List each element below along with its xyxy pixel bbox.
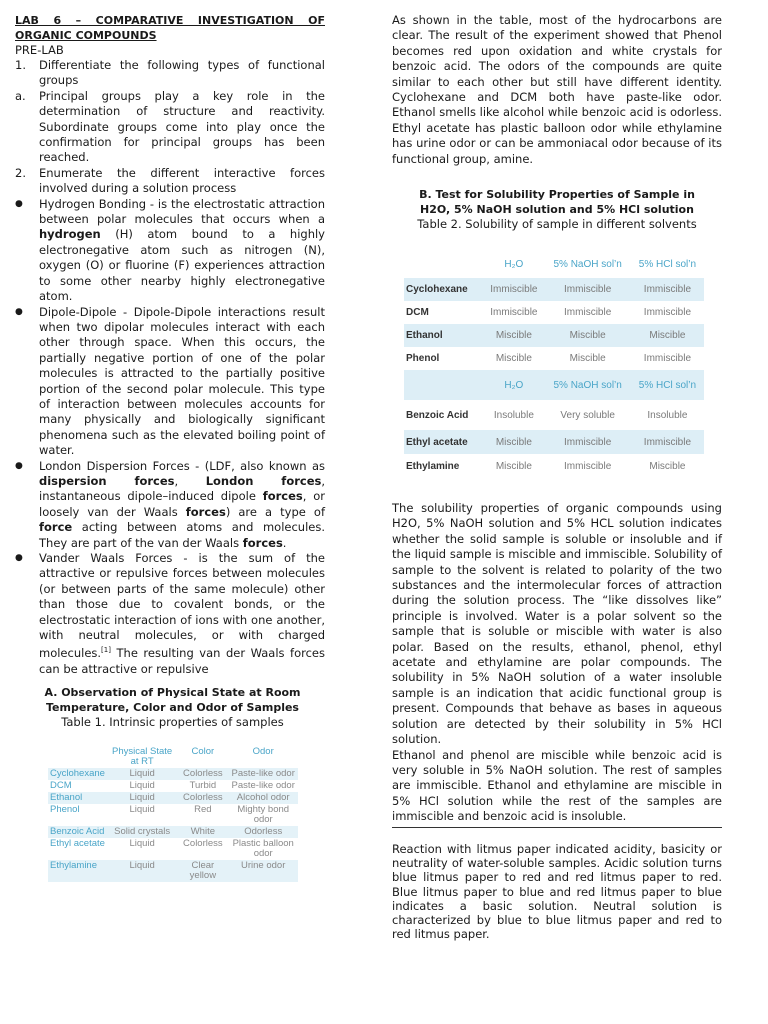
table-cell: Immiscible [643,436,692,448]
table-cell: Ethylamine [50,860,97,871]
table-cell: Clear yellow [189,860,217,881]
bullet-dipole-dipole [15,305,325,459]
bullet-hydrogen-bonding [15,197,325,305]
bold-run: hydrogen [39,227,101,242]
table-row [48,768,298,780]
text-run: Hydrogen Bonding - is the electrostatic attraction between polar molecules that occurs when a [39,196,325,227]
forces-list [15,197,325,677]
table-header: Physical State at RT [112,746,173,767]
table-header [404,250,483,278]
list-item [15,89,325,166]
table-cell: Odorless [244,826,283,837]
table-cell: Immiscible [643,307,692,318]
table-cell: Immiscible [564,436,612,448]
table-header: H₂O [504,379,524,391]
table-row [48,860,298,882]
bold-run: London forces [205,473,322,488]
table-cell: Miscible [569,353,606,364]
text-run: . [282,535,287,550]
table-cell: Liquid [129,860,155,871]
table-cell: Insoluble [647,409,688,421]
table-cell: Cyclohexane [50,768,105,779]
table-cell: Liquid [129,780,155,791]
bullet-van-der-waals [15,551,325,677]
table1-caption: Table 1. Intrinsic properties of samples [61,715,284,729]
left-column [15,0,325,677]
bold-run: forces [185,504,226,519]
document-title: LAB 6 – COMPARATIVE INVESTIGATION OF ORGANIC COMPOUNDS [15,14,325,42]
table-header: 5% HCl sol’n [638,379,697,391]
right-column [392,13,722,232]
text-run: Vander Waals Forces - is the sum of the attractive or repulsive forces between molecules (or between parts of the same molecule) other than those due to covalent bonds, or the electrostatic interaction of ions with one another, with neutral molecules, or with charged molecules. [39,551,325,661]
table-row [48,804,298,826]
bullet-text: Dipole-Dipole - Dipole-Dipole interactions result when two dipolar molecules interact with each other through space. When this occurs, the partially negative portion of one of the polar molecules is attracted to the partially positive portion of the second polar molecule. This type of interaction between molecules accounts for many physically and biologically significant phenomena such as the elevated boiling point of water. [39,304,325,458]
bullet-london-dispersion [15,459,325,551]
list-item-text: Principal groups play a key role in the determination of structure and reactivity. Subordinate groups come into play once the confirmation for principal groups has been reached. [39,88,325,165]
table-cell: Immiscible [643,353,692,364]
section-a-title: A. Observation of Physical State at Room Temperature, Color and Odor of Samples [44,686,301,714]
table-cell: Liquid [129,838,155,849]
table-cell: Solid crystals [114,826,171,837]
table-cell: Liquid [129,804,155,815]
table-cell: Miscible [649,460,686,472]
bold-run: force [39,520,73,535]
table-cell: Colorless [183,768,223,779]
table-cell: Immiscible [564,460,612,472]
table-cell: Benzoic Acid [406,409,469,421]
table-cell: Miscible [495,460,532,472]
bold-run: dispersion forces [39,473,175,488]
table-row [48,838,298,860]
table-row [404,278,704,301]
table-cell: Very soluble [560,409,615,421]
list-item-text: Enumerate the different interactive forces involved during a solution process [39,165,325,196]
table-cell: Urine odor [241,860,286,871]
text-run: (H) atom bound to a highly electronegative atom such as nitrogen (N), oxygen (O) or fluorine (F) experiences attraction to some other nearby highly electronegative atom. [39,227,325,304]
text-run: London Dispersion Forces - (LDF, also known as [39,458,325,473]
table-cell: Ethylamine [406,460,460,472]
table-header: 5% HCl sol’n [638,258,697,270]
table-row [404,347,704,370]
table-intrinsic-properties [48,746,298,882]
table-cell: Colorless [183,792,223,803]
table-cell: Colorless [183,838,223,849]
text-run: , instantaneous dipole–induced dipole [39,473,326,504]
table-header: 5% NaOH sol’n [553,258,622,270]
table-cell: Miscible [649,330,686,341]
bullet-icon: ● [15,460,23,471]
table-header-row [404,250,704,278]
solubility-summary-paragraph: Ethanol and phenol are miscible while benzoic acid is very soluble in 5% NaOH solution. The rest of samples are immiscible. Ethanol and ethylamine are miscible in 5% HCl solution while the rest of the samples are immiscible and benzoic acid is insoluble. [392,747,722,824]
table-cell: Liquid [129,792,155,803]
table-header: Odor [252,746,274,757]
table-cell: Immiscible [490,307,538,318]
section-a [40,685,305,730]
citation-ref[interactable]: [1] [101,646,111,655]
text-run: , [174,473,206,488]
table-row [404,430,704,454]
bullet-icon: ● [15,198,23,209]
table-cell: Mighty bond odor [237,804,290,825]
table-cell: Miscible [495,436,532,448]
table-cell: Phenol [50,804,80,815]
list-item [15,58,325,89]
text-run: ) are a type of [225,504,325,519]
table-row [404,324,704,347]
table-cell: Immiscible [564,307,612,318]
solubility-paragraph: The solubility properties of organic compounds using H2O, 5% NaOH solution and 5% HCL solution indicates whether the solid sample is soluble or insoluble and if the liquid sample is miscible and immiscible. Solubility of sample to the solvent is related to polarity of the two substances and the intermolecular forces of attraction during the solution process. The “like dissolves like” principle is involved. Water is a polar solvent so the sample that is soluble or miscible with water is also polar. Based on the results, ethanol, phenol, ethyl acetate and ethylamine are polar compounds. The solubility in 5% NaOH solution of a water insoluble sample is an indication that acidic functional group is present. Compounds that behave as bases in aqueous solution are detected by their solubility in 5% HCl solution. [392,501,722,747]
table-cell: Turbid [189,780,217,791]
table-cell: Paste-like odor [231,780,295,791]
table-row [48,780,298,792]
bullet-icon: ● [15,553,23,563]
table-row [404,454,704,478]
list-marker: a. [15,88,26,103]
table-cell: Ethanol [406,330,443,341]
table-cell: Phenol [406,353,440,364]
table-row [48,826,298,838]
table-row [404,400,704,430]
table-cell: Plastic balloon odor [232,838,294,859]
intro-paragraph: As shown in the table, most of the hydrocarbons are clear. The result of the experiment showed that Phenol becomes red upon oxidation and white crystals for benzoic acid. The odors of the compounds are quite similar to each other but still have different identity. Cyclohexane and DCM both have paste-like odor. Ethanol smells like alcohol while benzoic acid is odorless. Ethyl acetate has plastic balloon odor while ethylamine has urine odor or can be ammoniacal odor because of its functional group, amine. [392,13,722,166]
table-cell: Alcohol odor [236,792,290,803]
list-marker: 1. [15,58,26,72]
bold-run: forces [262,489,303,504]
litmus-block [392,842,722,941]
table-cell: Paste-like odor [231,768,295,779]
table-cell: White [190,826,215,837]
table-cell: Benzoic Acid [50,826,105,837]
table-solubility [404,250,704,478]
text-run: The resulting van der Waals forces can be attractive or repulsive [39,646,325,676]
table-cell: Immiscible [564,284,612,295]
table-cell: DCM [50,780,72,791]
table-row [48,792,298,804]
table-row [404,301,704,324]
table-header: H₂O [504,258,524,270]
section-b [407,187,707,232]
table-cell: Ethyl acetate [406,436,468,448]
table-cell: Red [194,804,212,815]
table-cell: Miscible [569,330,606,341]
table-header-row [48,746,298,768]
table-cell: Cyclohexane [406,284,468,295]
table-header: 5% NaOH sol’n [553,379,622,391]
table-header [404,370,483,400]
table2-caption: Table 2. Solubility of sample in different solvents [417,217,697,232]
list-item [15,166,325,197]
table-cell: Liquid [129,768,155,779]
table-cell: Ethyl acetate [50,838,105,849]
table-cell: Immiscible [643,284,692,295]
discussion-block [392,501,722,825]
list-item-text: Differentiate the following types of functional groups [39,58,325,88]
section-b-title: B. Test for Solubility Properties of Sample in H2O, 5% NaOH solution and 5% HCl solution [419,188,695,217]
table-cell: Insoluble [493,409,534,421]
prelab-list [15,58,325,197]
table-cell: Miscible [495,353,532,364]
bold-run: forces [242,535,283,550]
text-run: acting between atoms and molecules. They are part of the van der Waals [39,520,325,550]
table-cell: Immiscible [490,284,538,295]
text-run: , or loosely van der Waals [39,489,325,519]
divider [392,827,722,828]
table-header-row [404,370,704,400]
prelab-heading: PRE-LAB [15,43,64,57]
table-cell: Ethanol [50,792,83,803]
table-header: Color [191,746,215,757]
table-cell: DCM [406,307,429,318]
litmus-paragraph: Reaction with litmus paper indicated acidity, basicity or neutrality of water-soluble samples. Acidic solution turns blue litmus paper to red and red litmus paper to red. Blue litmus paper to blue and red litmus paper to blue indicates a basic solution. Neutral solution is characterized by blue to blue litmus paper and red to red litmus paper. [392,842,722,942]
table-header [48,746,107,768]
bullet-icon: ● [15,306,23,317]
list-marker: 2. [15,165,26,180]
table-cell: Miscible [495,330,532,341]
